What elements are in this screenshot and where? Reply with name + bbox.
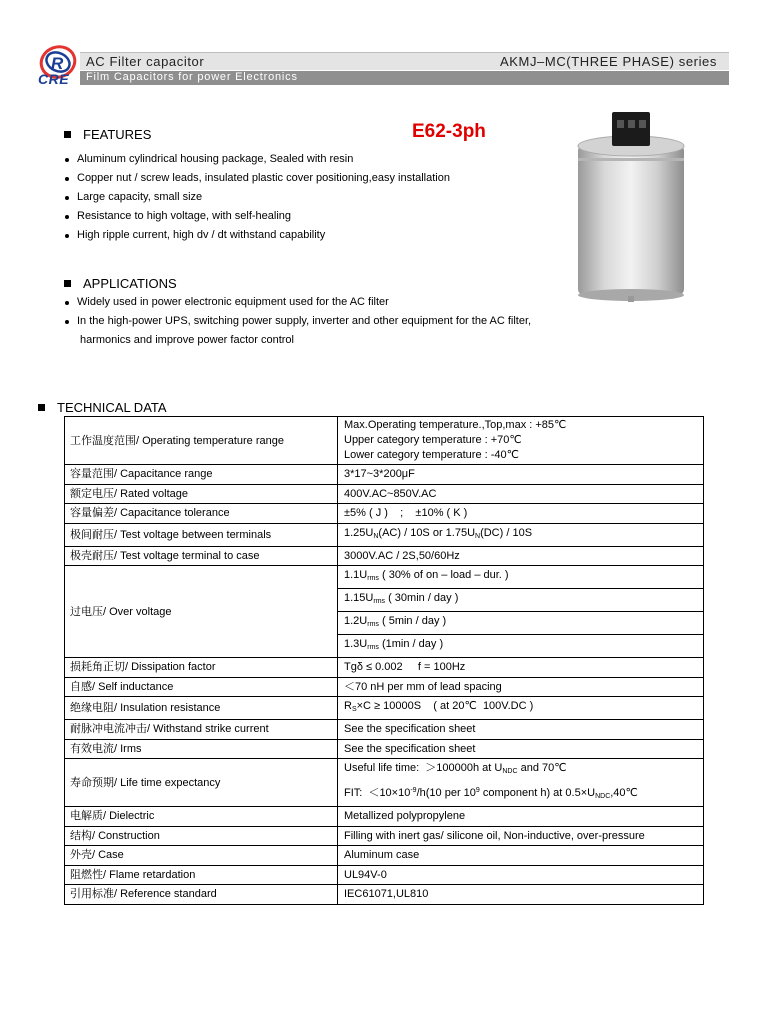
row-value: IEC61071,UL810 [338,885,704,905]
row-value: $1.3U_{rms}$ (1min / day ) [338,635,704,658]
table-row [65,417,704,465]
row-label: 寿命预期/ Life time expectancy [65,759,338,807]
square-bullet-icon [64,131,71,138]
row-label: 阻燃性/ Flame retardation [65,865,338,885]
row-label: 外壳/ Case [65,846,338,866]
product-title: AC Filter capacitor [86,54,205,69]
row-label: 自感/ Self inductance [65,677,338,697]
table-row [65,807,704,827]
row-value: UL94V-0 [338,865,704,885]
row-label: 极间耐压/ Test voltage between terminals [65,523,338,546]
row-label: 结构/ Construction [65,826,338,846]
table-row [65,523,704,546]
table-row [65,720,704,740]
row-label: 额定电压/ Rated voltage [65,484,338,504]
row-value: 3*17~3*200μF [338,465,704,485]
square-bullet-icon [38,404,45,411]
row-label: 过电压/ Over voltage [65,566,338,658]
row-value: $R_S\times C \ge 10000S$ ( at 20℃ 100V.DC ) [338,697,704,720]
list-item: Large capacity, small size [64,188,450,207]
logo-letter: R [51,54,64,73]
table-row [65,885,704,905]
header-bar [80,52,729,70]
row-value: $1.2U_{rms}$ ( 5min / day ) [338,612,704,635]
subtitle: Film Capacitors for power Electronics [86,71,298,83]
list-item-continuation: harmonics and improve power factor control [80,334,294,346]
bullet-icon [65,196,69,200]
row-value: Aluminum case [338,846,704,866]
row-value: 3000V.AC / 2S,50/60Hz [338,546,704,566]
bullet-icon [65,234,69,238]
list-item: High ripple current, high dv / dt withstand capability [64,226,450,245]
row-value: Tgδ ≤ 0.002 f = 100Hz [338,658,704,678]
technical-data-table [64,416,704,905]
row-value: Metallized polypropylene [338,807,704,827]
list-item: In the high-power UPS, switching power supply, inverter and other equipment for the AC filter, [64,312,531,331]
row-label: 极壳耐压/ Test voltage terminal to case [65,546,338,566]
applications-list [64,293,531,350]
bullet-icon [65,158,69,162]
row-label: 引用标准/ Reference standard [65,885,338,905]
table-row [65,826,704,846]
table-row [65,658,704,678]
row-label: 容量偏差/ Capacitance tolerance [65,504,338,524]
table-row [65,566,704,589]
table-row [65,484,704,504]
square-bullet-icon [64,280,71,287]
row-value: $1.1U_{rms}$ ( 30% of on – load – dur. ) [338,566,704,589]
bullet-icon [65,301,69,305]
row-value: Filling with inert gas/ silicone oil, Non-inductive, over-pressure [338,826,704,846]
list-item: Widely used in power electronic equipment used for the AC filter [64,293,531,312]
row-value: 400V.AC~850V.AC [338,484,704,504]
capacitor-image [570,100,690,310]
table-row [65,759,704,807]
table-row [65,465,704,485]
row-label: 工作温度范围/ Operating temperature range [65,417,338,465]
row-value: Max.Operating temperature.,Top,max : +85℃ Upper category temperature : +70℃ Lower category temperature : -40℃ [338,417,704,465]
row-label: 有效电流/ Irms [65,739,338,759]
bullet-icon [65,177,69,181]
logo-text: CRE [38,71,70,87]
technical-heading: TECHNICAL DATA [38,400,167,415]
model-number: E62-3ph [412,121,486,142]
row-label: 损耗角正切/ Dissipation factor [65,658,338,678]
row-label: 容量范围/ Capacitance range [65,465,338,485]
list-item: Aluminum cylindrical housing package, Sealed with resin [64,150,450,169]
table-row [65,739,704,759]
table-row [65,865,704,885]
row-value: $1.15U_{rms}$ ( 30min / day ) [338,589,704,612]
table-row [65,697,704,720]
applications-heading: APPLICATIONS [64,276,177,291]
row-value: $1.25U_N(AC) / 10S$ or $1.75U_N(DC) / 10S$ [338,523,704,546]
bullet-icon [65,215,69,219]
row-value: Useful life time: ＞100000h at $U_{NDC}$ and 70℃ FIT: $<10\times 10^{-9}/h(10$ per $10^9$ component h) at $0.5\times U_{NDC},40℃$ [338,759,704,807]
row-value: See the specification sheet [338,720,704,740]
features-heading: FEATURES [64,127,151,142]
row-label: 绝缘电阻/ Insulation resistance [65,697,338,720]
row-value: See the specification sheet [338,739,704,759]
list-item: Copper nut / screw leads, insulated plastic cover positioning,easy installation [64,169,450,188]
table-row [65,846,704,866]
row-label: 耐脉冲电流冲击/ Withstand strike current [65,720,338,740]
table-row [65,546,704,566]
features-list [64,150,450,245]
bullet-icon [65,320,69,324]
header-subbar [80,71,729,85]
row-value: ＜70 nH per mm of lead spacing [338,677,704,697]
list-item: Resistance to high voltage, with self-healing [64,207,450,226]
table-row [65,504,704,524]
row-label: 电解质/ Dielectric [65,807,338,827]
table-row [65,677,704,697]
series-name: AKMJ–MC(THREE PHASE) series [499,54,717,69]
row-value: ±5% ( J ) ; ±10% ( K ) [338,504,704,524]
